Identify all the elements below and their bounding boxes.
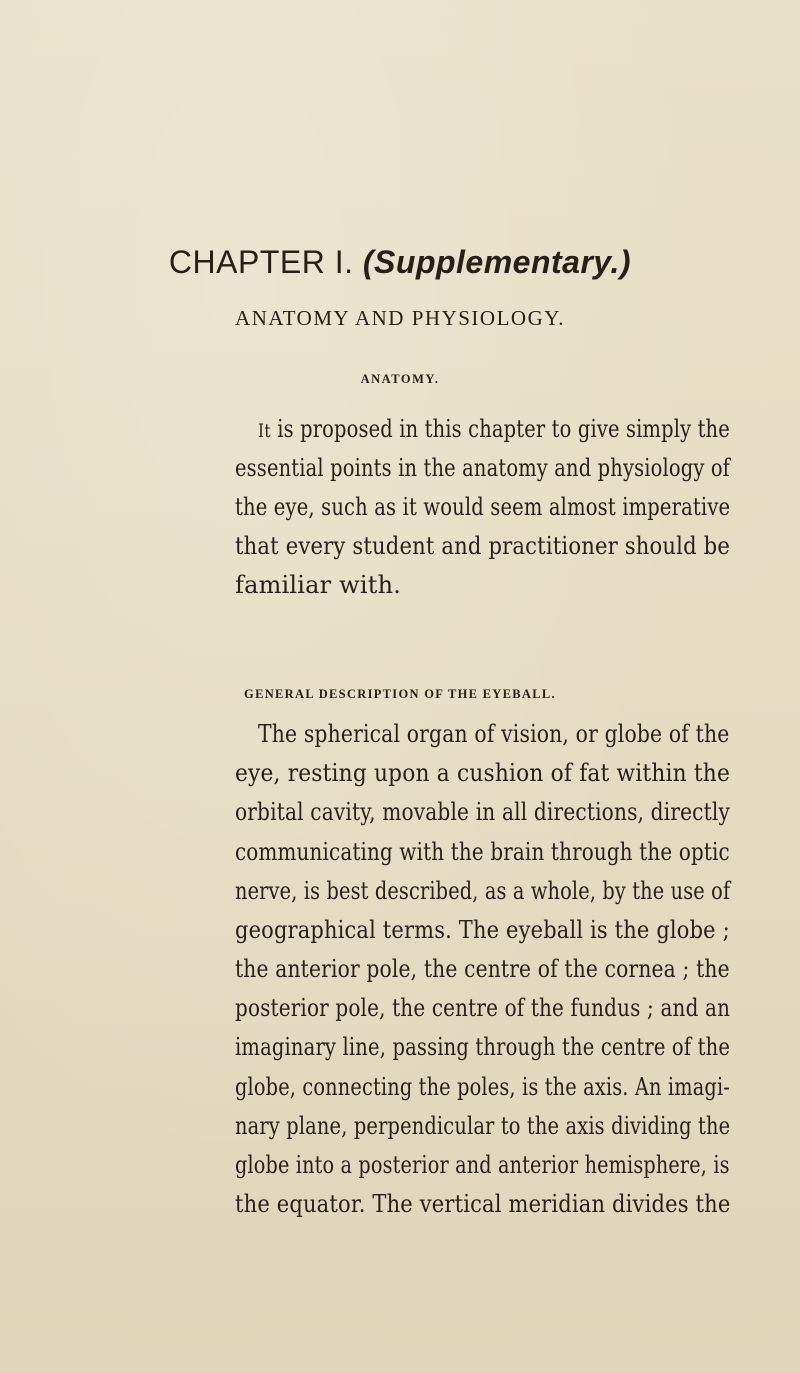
intro-line-1 [258, 413, 730, 445]
intro-line-3: the eye, such as it would seem almost imperative [235, 493, 731, 521]
section-label: ANATOMY. [360, 372, 440, 386]
body-line-5: nerve, is best described, as a whole, by the use of [235, 877, 731, 905]
intro-line-2: essential points in the anatomy and physiology of [235, 454, 731, 482]
body-line-11: nary plane, perpendicular to the axis dividing the [235, 1112, 731, 1140]
body-line-6: geographical terms. The eyeball is the globe ; [235, 916, 730, 944]
body-line-4: communicating with the brain through the optic [235, 838, 730, 866]
subheading: GENERAL DESCRIPTION OF THE EYEBALL. [244, 687, 556, 701]
body-line-3: orbital cavity, movable in all directions, directly [235, 798, 730, 826]
chapter-supplementary-label: (Supplementary.) [362, 244, 632, 280]
body-line-13: the equator. The vertical meridian divides the [235, 1190, 731, 1218]
body-line-7: the anterior pole, the centre of the cornea ; the [235, 955, 730, 983]
chapter-heading [0, 244, 800, 281]
intro-line-1-text: is proposed in this chapter to give simply the [270, 415, 730, 443]
chapter-title: ANATOMY AND PHYSIOLOGY. [235, 306, 565, 330]
body-line-8: posterior pole, the centre of the fundus ; and an [235, 994, 731, 1022]
body-line-9: imaginary line, passing through the centre of the [235, 1033, 731, 1061]
intro-first-word: It [258, 421, 271, 442]
page-bottom-margin [0, 1330, 800, 1373]
chapter-number: CHAPTER I. [168, 244, 354, 280]
body-line-12: globe into a posterior and anterior hemisphere, is [235, 1151, 730, 1179]
body-line-1: The spherical organ of vision, or globe of the [258, 720, 730, 748]
intro-line-5: familiar with. [235, 571, 402, 599]
body-line-2: eye, resting upon a cushion of fat within the [235, 759, 731, 787]
intro-line-4: that every student and practitioner should be [235, 532, 731, 560]
body-line-10: globe, connecting the poles, is the axis. An imagi- [235, 1073, 730, 1101]
